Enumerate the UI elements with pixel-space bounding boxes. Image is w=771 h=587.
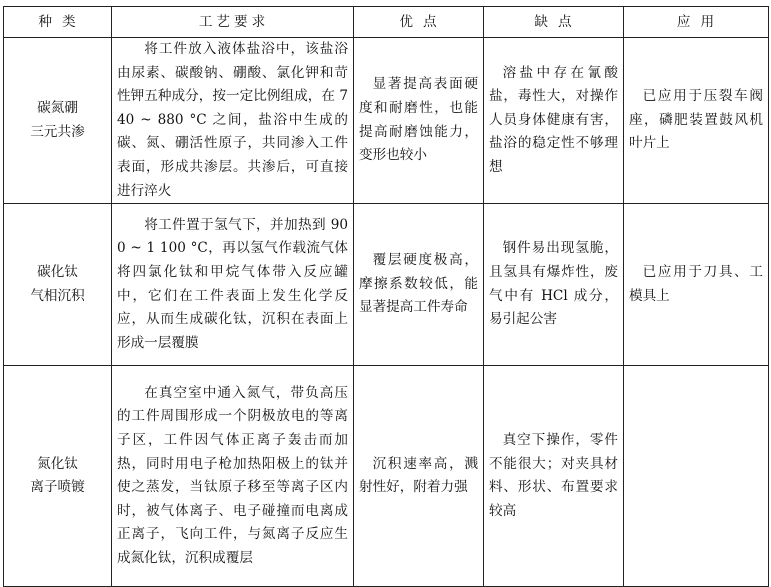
type-cell [4, 38, 112, 204]
table-row [4, 366, 769, 587]
advantages-cell: 覆层硬度极高，摩擦系数较低，能显著提高工件寿命 [354, 204, 484, 366]
disadvantages-cell: 溶盐中存在氰酸盐，毒性大，对操作人员身体健康有害，盐浴的稳定性不够理想 [484, 38, 624, 204]
table-row [4, 38, 769, 204]
type-name-line1: 氮化钛 [37, 455, 78, 472]
type-name-line2: 三元共渗 [30, 123, 85, 140]
table-header-row [4, 7, 769, 38]
type-cell [4, 366, 112, 587]
application-cell [624, 366, 769, 587]
requirement-cell: 将工件置于氢气下，并加热到 900 ~ 1 100 °C，再以氢气作载流气体将四氯化钛和甲烷气体带入反应罐中，它们在工件表面上发生化学反应，从而生成碳化钛，沉积在表面上形成一层覆膜 [112, 204, 354, 366]
table-row [4, 204, 769, 366]
header-application: 应用 [624, 7, 769, 38]
type-cell [4, 204, 112, 366]
advantages-cell: 显著提高表面硬度和耐磨性，也能提高耐磨蚀能力，变形也较小 [354, 38, 484, 204]
application-cell: 已应用于压裂车阀座，磷肥装置鼓风机叶片上 [624, 38, 769, 204]
header-advantages: 优点 [354, 7, 484, 38]
requirement-cell: 将工件放入液体盐浴中，该盐浴由尿素、碳酸钠、硼酸、氯化钾和苛性钾五种成分，按一定比例组成，在 740 ~ 880 °C 之间，盐浴中生成的碳、氮、硼活性原子，共同渗入工件表面，形成共渗层。共渗后，可直接进行淬火 [112, 38, 354, 204]
type-name-line2: 离子喷镀 [30, 479, 85, 496]
header-disadvantages: 缺点 [484, 7, 624, 38]
requirement-cell: 在真空室中通入氮气，带负高压的工件周围形成一个阴极放电的等离子区，工件因气体正离子轰击而加热，同时用电子枪加热阳极上的钛并使之蒸发，当钛原子移至等离子区内时，被气体离子、电子碰撞而电离成正离子，飞向工件，与氮离子反应生成氮化钛，沉积成覆层 [112, 366, 354, 587]
disadvantages-cell: 真空下操作，零件不能很大；对夹具材料、形状、布置要求较高 [484, 366, 624, 587]
application-cell: 已应用于刀具、工模具上 [624, 204, 769, 366]
process-comparison-table [3, 6, 769, 587]
header-requirement: 工艺要求 [112, 7, 354, 38]
advantages-cell: 沉积速率高，溅射性好，附着力强 [354, 366, 484, 587]
type-name-line1: 碳氮硼 [37, 99, 78, 116]
disadvantages-cell: 钢件易出现氢脆，且氢具有爆炸性，废气中有 HCl 成分，易引起公害 [484, 204, 624, 366]
header-type: 种类 [4, 7, 112, 38]
type-name-line1: 碳化钛 [37, 264, 78, 281]
type-name-line2: 气相沉积 [30, 287, 85, 304]
